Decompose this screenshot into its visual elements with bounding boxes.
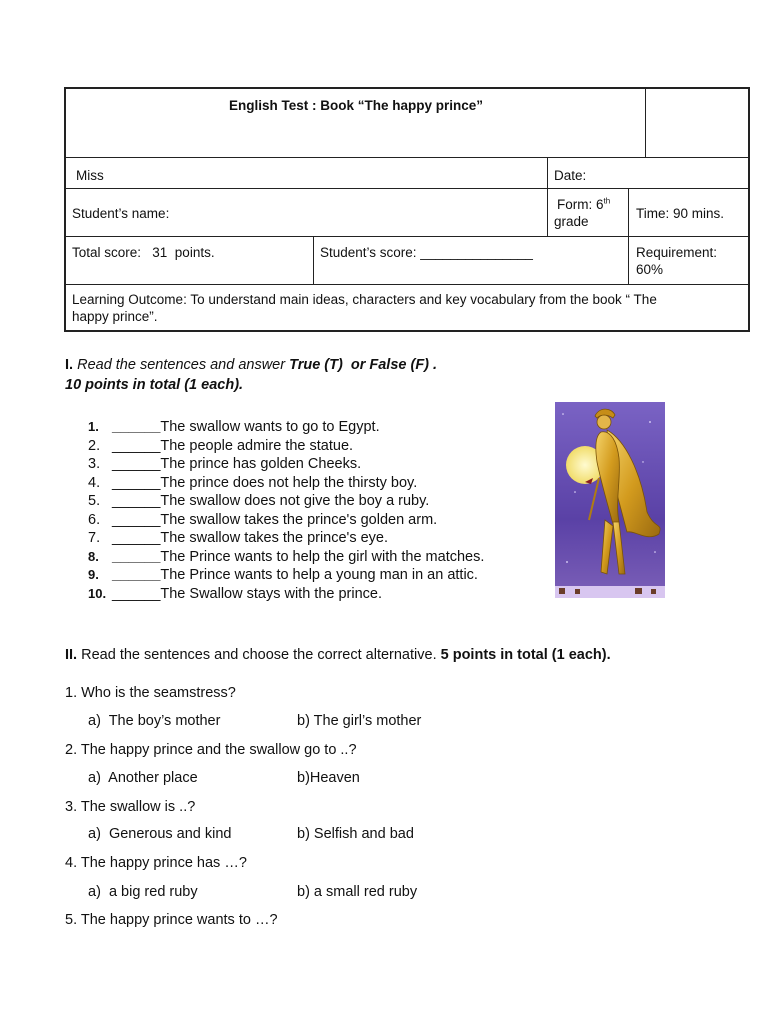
list-item [88,492,484,511]
date-label: Date: [554,168,587,183]
happy-prince-illustration [555,402,665,598]
question-3-option-b[interactable]: b) Selfish and bad [297,826,414,842]
question-4-option-b[interactable]: b) a small red ruby [297,884,418,900]
answer-blank[interactable]: ______ [112,548,161,565]
list-item [88,418,484,437]
section2-instruction: II. Read the sentences and choose the correct alternative. 5 points in total (1 each). [65,647,611,663]
item-text: The people admire the statue. [160,437,354,454]
list-item [88,474,484,493]
statue-base [555,586,665,598]
item-text: The swallow takes the prince's golden arm. [160,511,438,528]
question-2-option-b[interactable]: b)Heaven [297,770,360,786]
item-number: 10. [88,585,107,601]
student-score: Student’s score: _______________ [320,245,533,260]
answer-blank[interactable]: ______ [112,456,161,472]
student-name-label: Student’s name: [72,206,170,221]
item-text: The prince does not help the thirsty boy. [160,474,418,491]
list-item [88,529,484,548]
question-1-option-a[interactable]: a) The boy’s mother [88,713,221,729]
date-divider [547,158,548,236]
answer-blank[interactable]: ______ [112,511,161,528]
learning-outcome: Learning Outcome: To understand main ideas, characters and key vocabulary from the book “ The happy prince”. [72,292,657,324]
answer-blank[interactable]: ______ [112,493,161,509]
test-title: English Test : Book “The happy prince” [228,98,484,113]
section1-points: 10 points in total (1 each). [65,377,244,393]
answer-blank[interactable]: ______ [112,530,161,546]
item-text: The swallow does not give the boy a ruby. [160,493,430,509]
score-divider [313,237,314,284]
question-1-option-b[interactable]: b) The girl’s mother [297,713,422,729]
item-text: The Prince wants to help the girl with the matches. [160,548,485,565]
requirement: Requirement: 60% [636,245,718,277]
item-number: 8. [88,548,99,564]
question-3-option-a[interactable]: a) Generous and kind [88,826,232,842]
question-2-option-a[interactable]: a) Another place [88,770,198,786]
question-2: 2. The happy prince and the swallow go to ..? [65,742,357,758]
answer-blank[interactable]: ______ [112,419,161,435]
section1-instruction: I. Read the sentences and answer True (T) or False (F) . [65,357,438,373]
list-item [88,511,484,530]
item-number: 7. [88,530,101,546]
item-number: 4. [88,474,101,491]
total-score: Total score: 31 points. [72,245,215,260]
row-divider-2 [65,188,749,189]
row-divider-3 [65,236,749,237]
question-3: 3. The swallow is ..? [65,799,196,815]
item-number: 3. [88,456,101,472]
question-4-option-a[interactable]: a) a big red ruby [88,884,198,900]
item-text: The swallow takes the prince's eye. [160,530,389,546]
item-text: The Swallow stays with the prince. [160,585,383,602]
item-number: 1. [88,419,99,434]
answer-blank[interactable]: ______ [112,437,161,454]
prince-head [597,415,611,429]
true-false-list [88,418,484,603]
item-text: The Prince wants to help a young man in an attic. [160,567,478,583]
question-1: 1. Who is the seamstress? [65,685,236,701]
answer-blank[interactable]: ______ [112,474,161,491]
row-divider-4 [65,284,749,285]
row-divider-1 [65,157,749,158]
item-number: 5. [88,493,101,509]
item-text: The prince has golden Cheeks. [160,456,362,472]
list-item [88,566,484,585]
answer-blank[interactable]: ______ [112,585,161,602]
question-4: 4. The happy prince has …? [65,855,247,871]
form-label: Form: 6th grade [554,196,611,229]
list-item [88,548,484,567]
list-item [88,585,484,604]
list-item [88,455,484,474]
list-item [88,437,484,456]
time-label: Time: 90 mins. [636,206,725,221]
teacher-name: Miss [76,168,104,183]
item-number: 9. [88,567,99,582]
item-text: The swallow wants to go to Egypt. [160,419,380,435]
item-number: 6. [88,511,101,528]
item-number: 2. [88,437,101,454]
answer-blank[interactable]: ______ [112,567,161,583]
question-5: 5. The happy prince wants to …? [65,912,278,928]
